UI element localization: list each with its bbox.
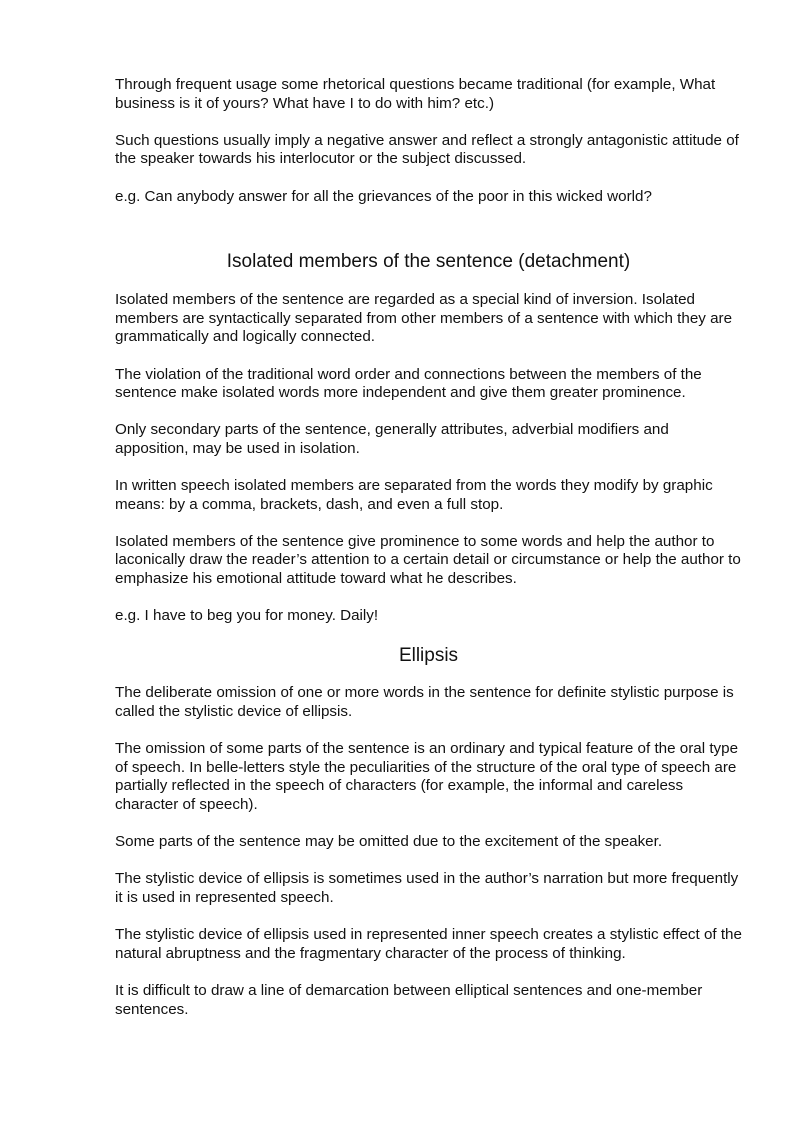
paragraph: The violation of the traditional word order and connections between the members of the sentence make isolated words more independent and give them greater prominence. [115, 365, 702, 402]
example-paragraph: e.g. Can anybody answer for all the grievances of the poor in this wicked world? [115, 187, 652, 205]
paragraph: The omission of some parts of the sentence is an ordinary and typical feature of the oral type of speech. In belle-letters style the peculiarities of the structure of the oral type of speech are partially reflected in the speech of characters (for example, the informal and careless character of speech). [115, 740, 739, 813]
ellipsis-section [115, 644, 742, 1019]
paragraph: Isolated members of the sentence are regarded as a special kind of inversion. Isolated members are syntactically separated from other members of a sentence with which they are grammatically and logically connected. [115, 291, 733, 346]
paragraph: Isolated members of the sentence give prominence to some words and help the author to laconically draw the reader’s attention to a certain detail or circumstance or help the author to emphasize his emotional attitude toward what he describes. [115, 532, 741, 588]
paragraph: The deliberate omission of one or more words in the sentence for definite stylistic purpose is called the stylistic device of ellipsis. [115, 684, 734, 721]
paragraph: Such questions usually imply a negative answer and reflect a strongly antagonistic attitude of the speaker towards his interlocutor or the subject discussed. [115, 131, 739, 168]
paragraph: Through frequent usage some rhetorical questions became traditional (for example, What business is it of yours? What have I to do with him? etc.) [115, 76, 716, 112]
section-heading-detachment: Isolated members of the sentence (detachment) [226, 251, 631, 273]
section-heading-ellipsis: Ellipsis [398, 645, 459, 667]
paragraph: Only secondary parts of the sentence, generally attributes, adverbial modifiers and apposition, may be used in isolation. [115, 421, 669, 457]
example-paragraph: e.g. I have to beg you for money. Daily! [115, 607, 379, 625]
paragraph: Some parts of the sentence may be omitted due to the excitement of the speaker. [115, 833, 663, 851]
paragraph: In written speech isolated members are separated from the words they modify by graphic means: by a comma, brackets, dash, and even a full stop. [115, 477, 713, 513]
paragraph: The stylistic device of ellipsis used in represented inner speech creates a stylistic effect of the natural abruptness and the fragmentary character of the process of thinking. [115, 926, 742, 962]
intro-section [115, 76, 742, 206]
paragraph: It is difficult to draw a line of demarcation between elliptical sentences and one-member sentences. [115, 981, 703, 1018]
detachment-section [115, 250, 742, 626]
paragraph: The stylistic device of ellipsis is sometimes used in the author’s narration but more frequently it is used in represented speech. [115, 870, 739, 906]
